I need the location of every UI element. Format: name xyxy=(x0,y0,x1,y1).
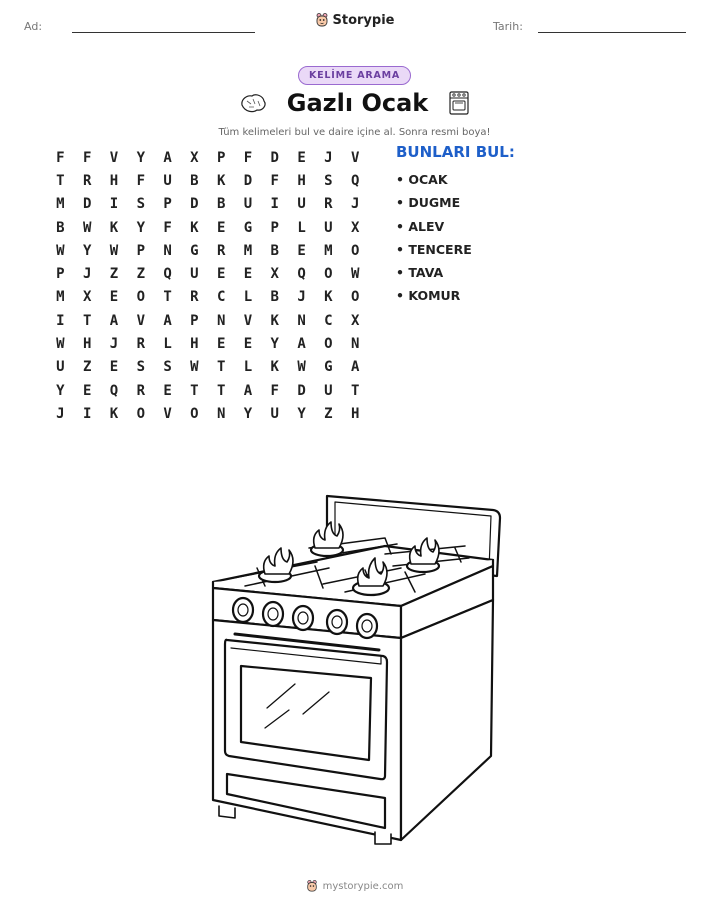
grid-letter[interactable]: A xyxy=(350,359,360,376)
grid-letter[interactable]: X xyxy=(350,219,360,236)
word-search-grid[interactable] xyxy=(47,146,369,426)
mascot-icon xyxy=(306,879,318,893)
grid-letter[interactable]: E xyxy=(163,382,172,399)
grid-letter[interactable]: M xyxy=(243,242,253,259)
grid-letter[interactable]: K xyxy=(109,405,119,422)
grid-letter[interactable]: P xyxy=(56,266,65,283)
grid-letter[interactable]: K xyxy=(270,359,279,376)
grid-letter[interactable]: E xyxy=(216,336,226,353)
grid-letter[interactable]: X xyxy=(270,266,279,283)
grid-letter[interactable]: R xyxy=(136,336,145,353)
grid-letter[interactable]: D xyxy=(190,196,199,213)
category-badge: KELİME ARAMA xyxy=(298,66,411,85)
grid-letter[interactable]: N xyxy=(216,405,226,422)
grid-letter[interactable]: R xyxy=(82,172,92,189)
grid-letter[interactable]: O xyxy=(324,336,333,353)
word-list-item: • TAVA xyxy=(396,265,444,281)
grid-letter[interactable]: J xyxy=(109,336,119,353)
grid-letter[interactable]: V xyxy=(136,312,145,329)
grid-letter[interactable]: V xyxy=(163,405,172,422)
grid-letter[interactable]: O xyxy=(136,405,145,422)
grid-letter[interactable]: N xyxy=(350,336,360,353)
grid-letter[interactable]: V xyxy=(243,312,253,329)
grid-letter[interactable]: H xyxy=(350,405,360,422)
grid-letter[interactable]: K xyxy=(109,219,119,236)
grid-letter[interactable]: Q xyxy=(350,172,360,189)
grid-letter[interactable]: A xyxy=(243,382,253,399)
grid-letter[interactable]: R xyxy=(190,289,199,306)
mascot-icon xyxy=(315,12,329,28)
grid-letter[interactable]: R xyxy=(324,196,333,213)
grid-letter[interactable]: P xyxy=(270,219,279,236)
name-label: Ad: xyxy=(24,20,43,33)
grid-letter[interactable]: T xyxy=(56,172,65,189)
footer-url[interactable]: mystorypie.com xyxy=(322,880,404,892)
brand-name: Storypie xyxy=(332,12,395,28)
grid-letter[interactable]: F xyxy=(270,382,279,399)
grid-letter[interactable]: U xyxy=(270,405,279,422)
grid-letter[interactable]: E xyxy=(82,382,92,399)
grid-letter[interactable]: E xyxy=(297,242,306,259)
grid-letter[interactable]: T xyxy=(190,382,199,399)
grid-letter[interactable]: S xyxy=(324,172,333,189)
grid-letter[interactable]: J xyxy=(56,405,65,422)
grid-letter[interactable]: F xyxy=(136,172,145,189)
grid-letter[interactable]: U xyxy=(297,196,306,213)
grid-letter[interactable]: V xyxy=(350,149,360,166)
grid-letter[interactable]: Y xyxy=(56,382,65,399)
grid-letter[interactable]: E xyxy=(109,289,119,306)
grid-letter[interactable]: I xyxy=(270,196,279,213)
grid-letter[interactable]: L xyxy=(243,359,253,376)
grid-letter[interactable]: S xyxy=(136,196,145,213)
word-list-title: BUNLARI BUL: xyxy=(396,143,515,161)
grid-letter[interactable]: Q xyxy=(163,266,172,283)
grid-letter[interactable]: F xyxy=(270,172,279,189)
grid-letter[interactable]: H xyxy=(297,172,306,189)
grid-letter[interactable]: P xyxy=(216,149,226,166)
stove-icon xyxy=(448,90,470,116)
grid-letter[interactable]: U xyxy=(56,359,65,376)
grid-letter[interactable]: M xyxy=(56,196,65,213)
grid-letter[interactable]: H xyxy=(109,172,119,189)
grid-letter[interactable]: S xyxy=(163,359,172,376)
page-title: Gazlı Ocak xyxy=(286,89,429,117)
grid-letter[interactable]: Y xyxy=(82,242,92,259)
grid-letter[interactable]: N xyxy=(297,312,306,329)
grid-letter[interactable]: L xyxy=(297,219,306,236)
grid-letter[interactable]: P xyxy=(163,196,172,213)
word-list-item: • KOMUR xyxy=(396,288,461,304)
grid-letter[interactable]: G xyxy=(324,359,333,376)
word-list-item: • OCAK xyxy=(396,172,448,187)
grid-letter[interactable]: W xyxy=(109,242,119,259)
grid-letter[interactable]: K xyxy=(216,172,226,189)
grid-letter[interactable]: E xyxy=(216,219,226,236)
grid-letter[interactable]: U xyxy=(163,172,172,189)
grid-letter[interactable]: W xyxy=(56,336,65,353)
grid-letter[interactable]: W xyxy=(56,242,65,259)
grid-letter[interactable]: B xyxy=(270,289,279,306)
word-list-item: • TENCERE xyxy=(396,241,472,257)
grid-letter[interactable]: X xyxy=(190,149,199,166)
grid-letter[interactable]: J xyxy=(324,149,333,166)
date-field[interactable] xyxy=(538,32,686,33)
grid-letter[interactable]: K xyxy=(324,289,333,306)
grid-letter[interactable]: Y xyxy=(243,405,253,422)
grid-letter[interactable]: I xyxy=(82,405,92,422)
grid-letter[interactable]: Z xyxy=(109,266,119,283)
grid-letter[interactable]: K xyxy=(190,219,199,236)
grid-letter[interactable]: C xyxy=(324,312,333,329)
grid-letter[interactable]: O xyxy=(350,242,360,259)
grid-letter[interactable]: T xyxy=(350,382,360,399)
grid-letter[interactable]: C xyxy=(216,289,226,306)
grid-letter[interactable]: T xyxy=(216,382,226,399)
grid-letter[interactable]: M xyxy=(56,289,65,306)
brand-logo xyxy=(0,12,709,28)
grid-letter[interactable]: W xyxy=(297,359,306,376)
grid-letter[interactable]: U xyxy=(324,219,333,236)
grid-letter[interactable]: E xyxy=(216,266,226,283)
grid-letter[interactable]: J xyxy=(350,196,360,213)
grid-letter[interactable]: P xyxy=(190,312,199,329)
grid-letter[interactable]: Z xyxy=(136,266,145,283)
grid-letter[interactable]: Y xyxy=(136,149,145,166)
grid-letter[interactable]: Q xyxy=(297,266,306,283)
grid-letter[interactable]: B xyxy=(56,219,65,236)
grid-letter[interactable]: F xyxy=(56,149,65,166)
grid-letter[interactable]: D xyxy=(270,149,279,166)
grid-letter[interactable]: O xyxy=(350,289,360,306)
grid-letter[interactable]: H xyxy=(82,336,92,353)
grid-letter[interactable]: W xyxy=(82,219,92,236)
grid-letter[interactable]: A xyxy=(297,336,306,353)
grid-letter[interactable]: I xyxy=(56,312,65,329)
date-label: Tarih: xyxy=(493,20,523,33)
grid-letter[interactable]: G xyxy=(190,242,199,259)
grid-letter[interactable]: W xyxy=(190,359,199,376)
grid-letter[interactable]: Y xyxy=(136,219,145,236)
grid-letter[interactable]: D xyxy=(82,196,92,213)
grid-letter[interactable]: B xyxy=(270,242,279,259)
grid-letter[interactable]: X xyxy=(82,289,92,306)
grid-letter[interactable]: F xyxy=(163,219,172,236)
grid-letter[interactable]: U xyxy=(243,196,253,213)
grid-letter[interactable]: Z xyxy=(82,359,92,376)
grid-letter[interactable]: M xyxy=(324,242,333,259)
grid-letter[interactable]: E xyxy=(243,336,253,353)
grid-letter[interactable]: K xyxy=(270,312,279,329)
grid-letter[interactable]: D xyxy=(297,382,306,399)
grid-letter[interactable]: S xyxy=(136,359,145,376)
coal-icon xyxy=(239,92,267,114)
grid-letter[interactable]: V xyxy=(109,149,119,166)
grid-letter[interactable]: T xyxy=(216,359,226,376)
footer xyxy=(0,879,709,893)
grid-letter[interactable]: A xyxy=(109,312,119,329)
grid-letter[interactable]: T xyxy=(163,289,172,306)
grid-letter[interactable]: B xyxy=(190,172,199,189)
grid-letter[interactable]: O xyxy=(190,405,199,422)
word-list-item: • ALEV xyxy=(396,218,445,234)
grid-letter[interactable]: F xyxy=(243,149,253,166)
grid-letter[interactable]: X xyxy=(350,312,360,329)
grid-letter[interactable]: A xyxy=(163,149,172,166)
grid-letter[interactable]: U xyxy=(324,382,333,399)
grid-letter[interactable]: T xyxy=(82,312,92,329)
word-list-item: • DUGME xyxy=(396,195,461,211)
grid-letter[interactable]: B xyxy=(216,196,226,213)
grid-letter[interactable]: J xyxy=(297,289,306,306)
grid-letter[interactable]: O xyxy=(136,289,145,306)
grid-letter[interactable]: E xyxy=(109,359,119,376)
name-field[interactable] xyxy=(72,32,255,33)
grid-letter[interactable]: R xyxy=(216,242,226,259)
grid-letter[interactable]: W xyxy=(350,266,360,283)
grid-letter[interactable]: L xyxy=(243,289,253,306)
grid-letter[interactable]: O xyxy=(324,266,333,283)
grid-letter[interactable]: F xyxy=(82,149,92,166)
grid-letter[interactable]: N xyxy=(216,312,226,329)
grid-letter[interactable]: N xyxy=(163,242,172,259)
grid-letter[interactable]: U xyxy=(190,266,199,283)
grid-letter[interactable]: R xyxy=(136,382,145,399)
instructions: Tüm kelimeleri bul ve daire içine al. Sonra resmi boya! xyxy=(218,127,491,138)
grid-letter[interactable]: E xyxy=(297,149,306,166)
grid-letter[interactable]: I xyxy=(109,196,119,213)
grid-letter[interactable]: A xyxy=(163,312,172,329)
grid-letter[interactable]: J xyxy=(82,266,92,283)
grid-letter[interactable]: Y xyxy=(297,405,306,422)
grid-letter[interactable]: E xyxy=(243,266,253,283)
grid-letter[interactable]: L xyxy=(163,336,172,353)
word-list xyxy=(396,170,472,310)
gas-stove-illustration xyxy=(205,488,505,848)
grid-letter[interactable]: D xyxy=(243,172,253,189)
grid-letter[interactable]: Q xyxy=(109,382,119,399)
grid-letter[interactable]: Z xyxy=(324,405,333,422)
grid-letter[interactable]: G xyxy=(243,219,253,236)
grid-letter[interactable]: H xyxy=(190,336,199,353)
grid-letter[interactable]: Y xyxy=(270,336,279,353)
grid-letter[interactable]: P xyxy=(136,242,145,259)
